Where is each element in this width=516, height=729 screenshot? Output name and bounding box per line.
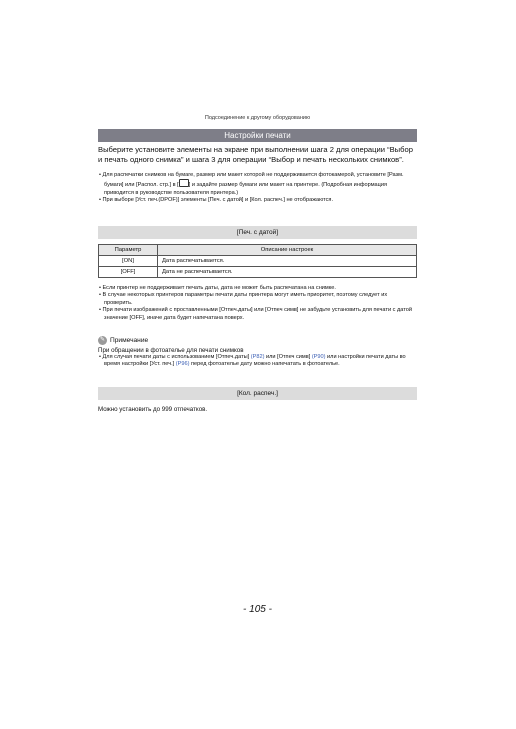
- bullet-item: • Для распечатки снимков на бумаге, размер или макет которой не поддерживается фотокамерой, установите [Разм. бумаги] или [Распол. стр.] в [ ] и задайте размер бумаги или макет на принтере. (Подробная информация приводится в руководстве пользователя принтера.): [99, 172, 404, 196]
- note-bullet: • Для случая печати даты с использованием [Отпеч.даты] (P82) или [Отпеч симв] (P90) или настройки печати даты во время настройки [Уст. печ.] (P96) перед фотоателье дату можно напечатать в фотоателье.: [99, 354, 406, 368]
- table-cell: [ON]: [99, 256, 158, 267]
- count-section-title: [Кол. распеч.]: [98, 387, 417, 400]
- table-header: Описание настроек: [158, 245, 417, 256]
- count-text: Можно установить до 999 отпечатков.: [98, 406, 208, 413]
- bullet-item: • Если принтер не поддерживает печать даты, дата не может быть распечатана на снимке.: [99, 285, 336, 291]
- table-row: [99, 256, 417, 267]
- section-header: [98, 129, 417, 142]
- note-subtitle: При обращении в фотоателье для печати снимков: [98, 347, 244, 354]
- bullet-item: • При печати изображений с проставленными [Отпеч.даты] или [Отпеч симв] не забудьте установить для печати с датой значение [OFF], иначе дата будет напечатана поверх.: [99, 307, 412, 321]
- date-section-title: [Печ. с датой]: [98, 226, 417, 239]
- page-title: Настройки печати: [224, 131, 291, 140]
- table-header: Параметр: [99, 245, 158, 256]
- table-row: [99, 267, 417, 278]
- bullet-list-2: [98, 285, 417, 322]
- table-cell: Дата не распечатывается.: [158, 267, 417, 278]
- note-icon: ✎: [99, 337, 106, 343]
- bullet-list-1: [98, 172, 417, 205]
- page-link[interactable]: (P96): [175, 361, 190, 368]
- page-link[interactable]: (P90): [311, 354, 326, 360]
- table-header-row: [99, 245, 417, 256]
- bullet-item: • При выборе [Уст. печ.(DPOF)] элементы [Печ. с датой] и [Кол. распеч.] не отображаются.: [99, 197, 334, 204]
- note-block: [98, 336, 417, 369]
- note-header: [98, 336, 417, 345]
- bullet-item: • В случае некоторых принтеров параметры печати даты принтера могут иметь приоритет, поэтому следует их проверить.: [99, 292, 388, 306]
- page-link[interactable]: (P82): [250, 354, 265, 360]
- table-cell: [OFF]: [99, 267, 158, 278]
- page-number: - 105 -: [243, 604, 272, 615]
- printer-icon: [179, 179, 189, 187]
- date-table: [98, 244, 417, 278]
- breadcrumb: Подсоединение к другому оборудованию: [204, 115, 311, 121]
- intro-text: Выберите установите элементы на экране при выполнении шага 2 для операции “Выбор и печать одного снимка” и шага 3 для операции “Выбор и печать нескольких снимков”.: [98, 145, 413, 164]
- note-title: Примечание: [110, 337, 149, 344]
- table-cell: Дата распечатывается.: [158, 256, 417, 267]
